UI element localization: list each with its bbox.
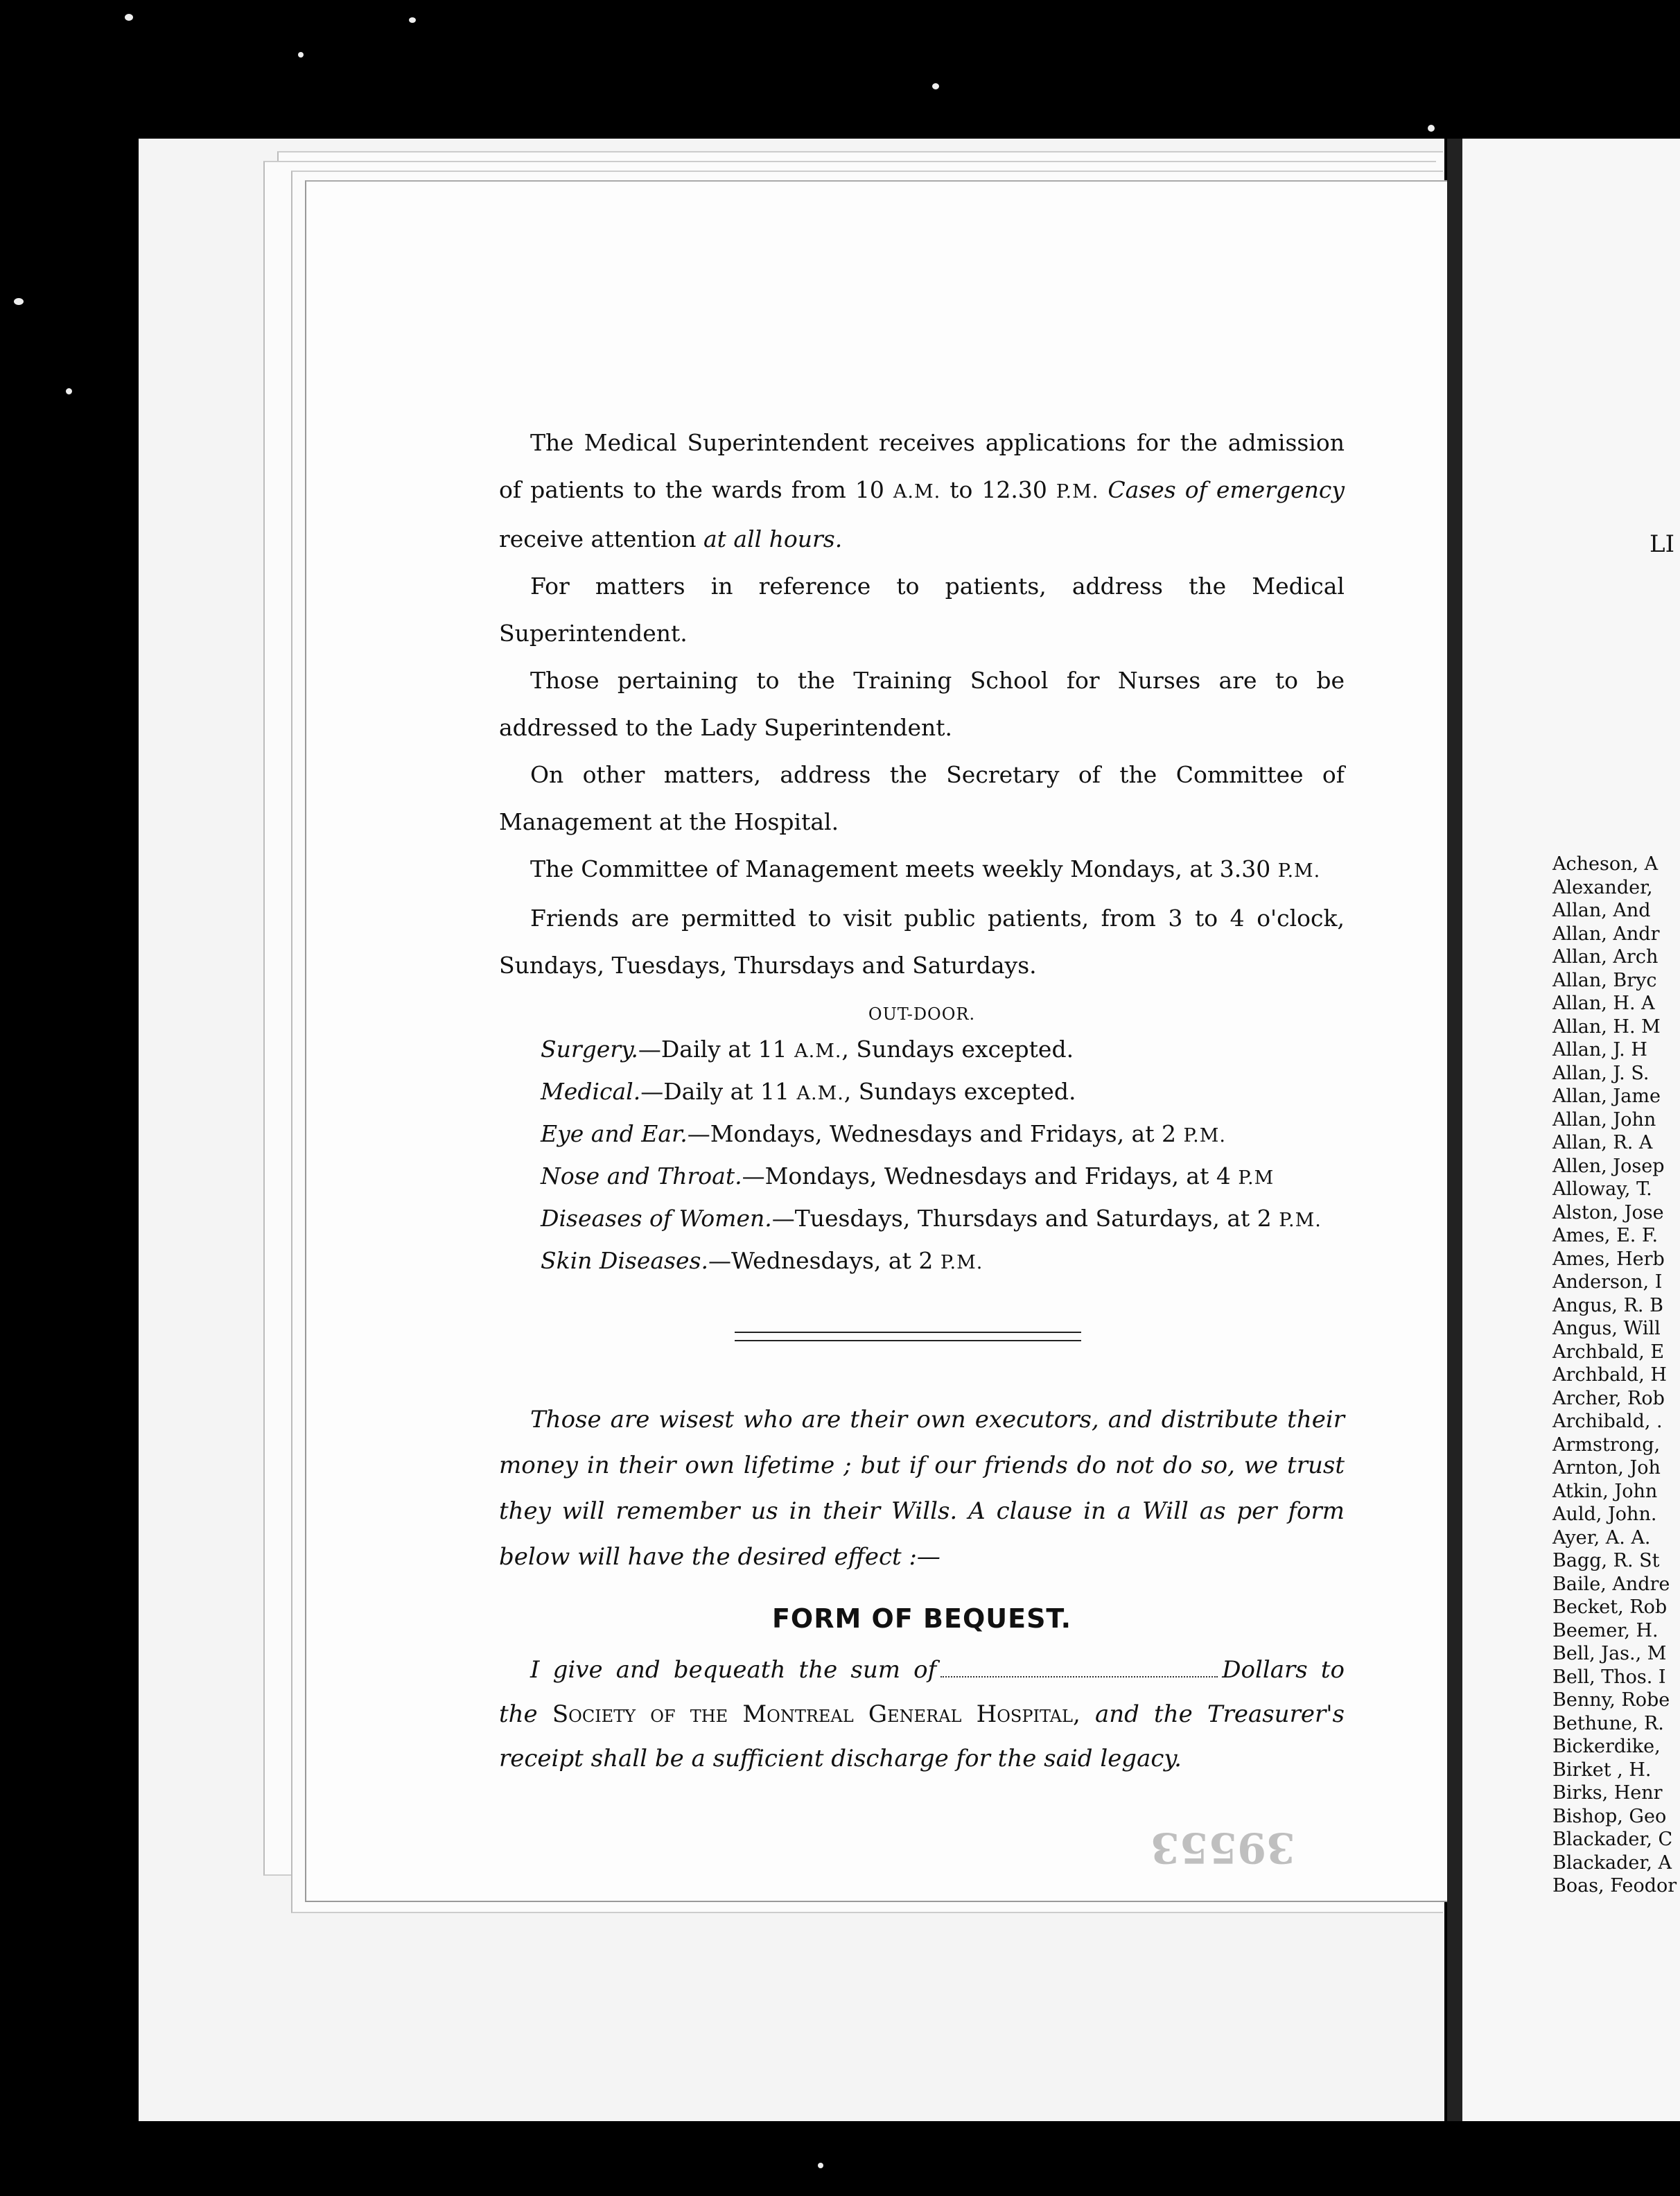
subscriber-name: Allan, H. M [1552,1016,1661,1038]
subscriber-name: Allan, H. A [1552,993,1655,1014]
subscriber-name: Bagg, R. St [1552,1550,1660,1571]
subscriber-name: Birks, Henr [1552,1782,1663,1804]
clinic-name: Nose and Throat. [541,1162,742,1190]
out-door-entry [499,1072,1345,1114]
subscriber-name: Allan, J. S. [1552,1062,1650,1084]
accession-stamp: 39553 [1150,1823,1295,1872]
clinic-name: Skin Diseases. [541,1247,708,1274]
subscriber-name: Ayer, A. A. [1552,1526,1651,1549]
clinic-name: Eye and Ear. [541,1120,688,1147]
subscriber-name: Ames, E. F. [1552,1225,1659,1246]
subscriber-name: Alston, Jose [1552,1201,1664,1223]
subscriber-name-list [1552,853,1677,1898]
subscriber-name: Archbald, E [1552,1341,1665,1363]
clinic-schedule: —Daily at 11 [640,1078,797,1105]
text-run: Friends are permitted to visit public patients, from 3 to 4 o'clock, Sundays, Tuesdays, Thursdays and Saturdays. [499,905,1345,979]
subscriber-name: Baile, Andre [1552,1573,1670,1595]
time-suffix: P.M. [1183,1125,1226,1147]
text-run: On other matters, address the Secretary of the Committee of Management at the Hospital. [499,761,1345,835]
subscriber-name: Allan, Arch [1552,946,1659,968]
dust-speck [125,14,133,21]
page-text [499,419,1345,1781]
clinic-note: , Sundays excepted. [841,1036,1074,1063]
notice-paragraph [499,657,1345,751]
dust-speck [818,2163,823,2168]
text-run: The Committee of Management meets weekly Mondays, at 3.30 [530,855,1278,882]
dust-speck [14,298,24,305]
notice-paragraph [499,563,1345,657]
subscriber-name: Bethune, R. [1552,1712,1664,1734]
subscriber-name: Allan, Bryc [1552,969,1657,991]
text-run: For matters in reference to patients, address the Medical Superintendent. [499,573,1345,647]
subscriber-name: Bell, Jas., M [1552,1643,1667,1664]
bequest-dollars: Dollars [1222,1656,1308,1684]
subscriber-name: Ames, Herb [1552,1248,1665,1270]
subscriber-name: Acheson, A [1552,853,1659,875]
subscriber-name: Archbald, H [1552,1364,1667,1386]
out-door-schedule [499,1029,1345,1283]
subscriber-name: Bishop, Geo [1552,1805,1667,1827]
subscriber-name: Angus, R. B [1552,1294,1663,1316]
text-run: The Medical Superintendent receives applications for the admission of patients to the wards from 10 [499,429,1345,503]
subscriber-name: Benny, Robe [1552,1689,1670,1711]
subscriber-name: Blackader, C [1552,1829,1673,1850]
subscriber-name: Bickerdike, [1552,1736,1661,1757]
notice-paragraph [499,895,1345,989]
subscriber-name: Archer, Rob [1552,1387,1665,1409]
subscriber-name: Beemer, H. [1552,1619,1659,1641]
subscriber-name: Birket , H. [1552,1759,1652,1781]
subscriber-name: Bell, Thos. I [1552,1666,1666,1688]
out-door-entry [499,1029,1345,1072]
subscriber-name: Allan, And [1552,900,1651,921]
dust-speck [932,83,939,89]
clinic-name: Surgery. [541,1036,638,1063]
clinic-schedule: —Mondays, Wednesdays and Fridays, at 4 [742,1162,1239,1190]
clinic-schedule: —Mondays, Wednesdays and Fridays, at 2 [687,1120,1184,1147]
right-page-heading: LI [1650,530,1675,558]
time-suffix: P.M. [1279,1210,1322,1231]
text-run: Those pertaining to the Training School for Nurses are to be addressed to the Lady Superintendent. [499,667,1345,741]
subscriber-name: Alexander, [1552,876,1653,898]
form-of-bequest-title: FORM OF BEQUEST. [771,1603,1072,1634]
book-gutter [1447,139,1462,2121]
subscriber-name: Auld, John. [1552,1504,1657,1525]
book-page-right [1462,139,1680,2121]
text-run [1099,476,1108,503]
text-run: P.M. [1056,481,1099,503]
out-door-heading: OUT-DOOR. [868,1004,976,1024]
time-suffix: A.M. [796,1083,844,1104]
subscriber-name: Archibald, . [1552,1411,1663,1432]
notice-paragraph [499,846,1345,895]
time-suffix: P.M. [940,1252,983,1273]
time-suffix: P.M [1238,1167,1275,1189]
text-run: A.M. [893,481,941,503]
text-run: receive attention [499,525,703,552]
double-rule-divider [735,1332,1081,1341]
notice-paragraph [499,419,1345,563]
dust-speck [66,388,72,394]
clinic-schedule: —Tuesdays, Thursdays and Saturdays, at 2 [771,1205,1279,1232]
society-name: Society of the Montreal General Hospital, [552,1700,1080,1728]
subscriber-name: Allan, Andr [1552,923,1660,945]
bequest-end: and the Treasurer's receipt shall be a sufficient discharge for the said legacy. [499,1700,1345,1772]
clinic-name: Medical. [541,1078,641,1105]
subscriber-name: Allan, R. A [1552,1132,1653,1153]
bequest-form-text [499,1648,1345,1781]
subscriber-name: Allen, Josep [1552,1155,1665,1177]
dust-speck [1428,125,1435,132]
bequest-start: I give and bequeath the sum of [530,1656,937,1684]
bequest-appeal: Those are wisest who are their own executors, and distribute their money in their own lifetime ; but if our friends do not do so, we trust they will remember us in their Wills. A clause in a Will as per form below will have the desired effect :— [499,1406,1345,1571]
text-run: P.M. [1277,860,1321,882]
notice-paragraphs [499,419,1345,989]
subscriber-name: Allan, John [1552,1108,1656,1131]
dust-speck [298,52,304,58]
subscriber-name: Becket, Rob [1552,1596,1668,1618]
subscriber-name: Anderson, I [1552,1271,1663,1293]
text-run: Cases of emergency [1108,476,1345,503]
subscriber-name: Armstrong, [1552,1434,1661,1456]
subscriber-name: Atkin, John [1552,1480,1658,1502]
bequest-to-the: to the [499,1656,1345,1728]
out-door-entry [499,1199,1345,1241]
subscriber-name: Angus, Will [1552,1318,1661,1339]
subscriber-name: Alloway, T. [1552,1178,1652,1200]
subscriber-name: Arnton, Joh [1552,1457,1661,1479]
out-door-entry [499,1241,1345,1283]
out-door-entry [499,1114,1345,1156]
text-run: to 12.30 [940,476,1056,503]
dust-speck [409,17,416,23]
clinic-name: Diseases of Women. [541,1205,772,1232]
clinic-schedule: —Daily at 11 [638,1036,795,1063]
out-door-entry [499,1156,1345,1199]
subscriber-name: Allan, J. H [1552,1039,1647,1061]
subscriber-name: Allan, Jame [1552,1086,1661,1107]
notice-paragraph [499,751,1345,846]
clinic-schedule: —Wednesdays, at 2 [708,1247,940,1274]
clinic-note: , Sundays excepted. [843,1078,1076,1105]
subscriber-name: Boas, Feodor [1552,1875,1677,1897]
text-run: at all hours. [703,525,843,552]
subscriber-name: Blackader, A [1552,1851,1672,1874]
blank-amount-line [940,1676,1218,1678]
time-suffix: A.M. [794,1040,842,1062]
